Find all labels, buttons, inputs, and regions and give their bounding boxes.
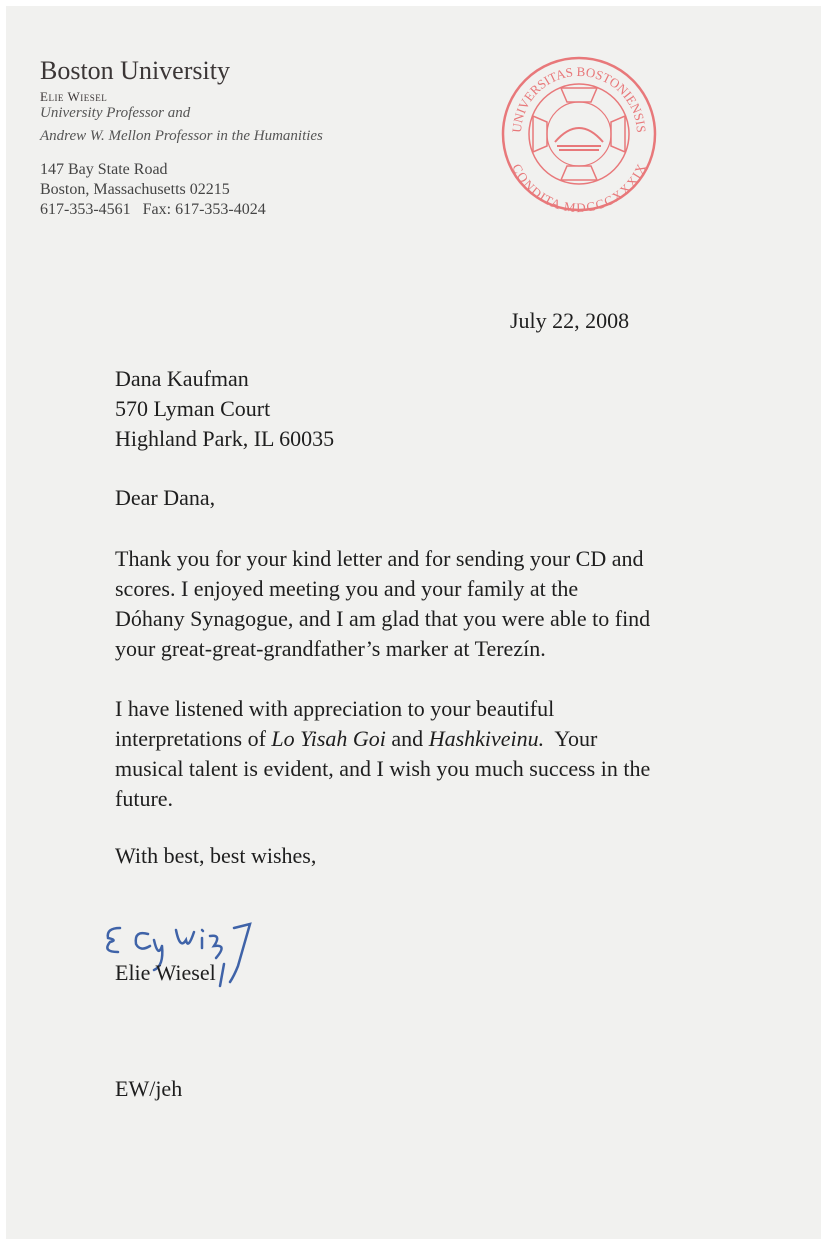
letter-date: July 22, 2008 <box>510 308 630 333</box>
song-title: Hashkiveinu. <box>428 726 545 751</box>
seal-bottom-text: CONDITA MDCCCXXXIX <box>509 161 649 214</box>
recipient-line: Dana Kaufman <box>115 366 249 391</box>
letterhead-institution: Boston University <box>40 56 230 85</box>
song-title: Lo Yisah Goi <box>271 726 386 751</box>
paragraph-1 <box>115 544 650 664</box>
paragraph-line: scores. I enjoyed meeting you and your family at the <box>115 576 579 601</box>
recipient-line: 570 Lyman Court <box>115 396 271 421</box>
letter-page <box>6 6 821 1239</box>
address-line: Boston, Massachusetts 02215 <box>40 181 230 198</box>
paragraph-line <box>115 724 650 754</box>
paragraph-2 <box>115 694 650 814</box>
recipient-address <box>115 364 334 454</box>
paragraph-line: Dóhany Synagogue, and I am glad that you were able to find <box>115 606 651 631</box>
recipient-line: Highland Park, IL 60035 <box>115 426 335 451</box>
phone-line <box>40 200 266 220</box>
seal-top-text: UNIVERSITAS BOSTONIENSIS <box>508 63 650 134</box>
phone: 617-353-4561 <box>40 201 131 218</box>
letterhead-address <box>40 160 266 220</box>
letterhead-title-2: Andrew W. Mellon Professor in the Humanities <box>40 128 323 144</box>
text: and <box>385 726 429 751</box>
fax: Fax: 617-353-4024 <box>142 201 266 218</box>
paragraph-line: I have listened with appreciation to your beautiful <box>115 696 555 721</box>
closing: With best, best wishes, <box>115 843 317 868</box>
paragraph-line: your great-great-grandfather’s marker at Terezín. <box>115 636 546 661</box>
address-line: 147 Bay State Road <box>40 161 168 178</box>
paragraph-line: future. <box>115 786 174 811</box>
paragraph-line: musical talent is evident, and I wish you much success in the <box>115 756 651 781</box>
text: Your <box>544 726 598 751</box>
signature-name: Elie Wiesel <box>115 960 216 985</box>
university-seal <box>499 54 659 214</box>
paragraph-line: Thank you for your kind letter and for sending your CD and <box>115 546 644 571</box>
text: interpretations of <box>115 726 272 751</box>
letterhead-title-1: University Professor and <box>40 105 191 121</box>
salutation: Dear Dana, <box>115 485 216 510</box>
letterhead-name: Elie Wiesel <box>40 89 108 104</box>
svg-text:CONDITA MDCCCXXXIX <box>509 161 649 214</box>
reference-initials: EW/jeh <box>115 1076 183 1101</box>
